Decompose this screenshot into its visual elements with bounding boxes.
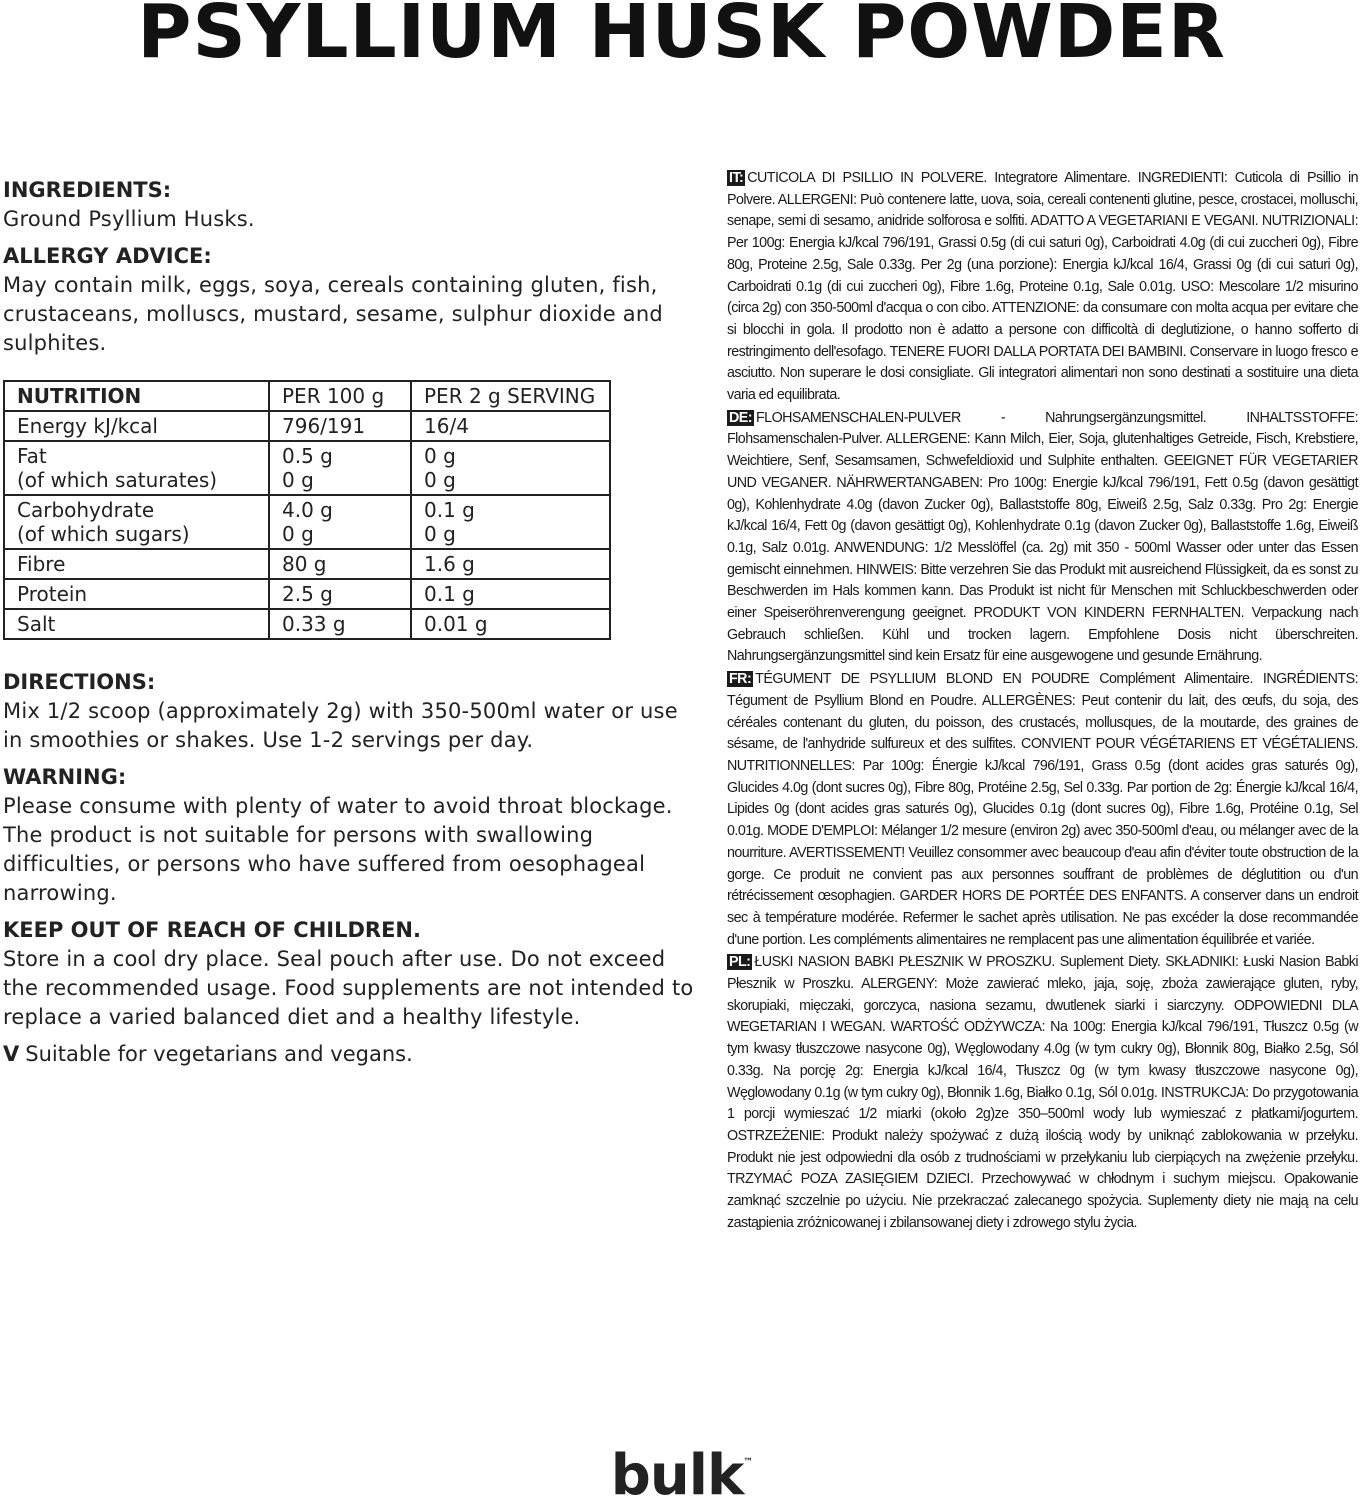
per100-value: 80 g xyxy=(282,552,327,576)
per2-value: 1.6 g xyxy=(424,552,475,576)
translation-pl xyxy=(727,952,1358,1234)
translation-text: FLOHSAMENSCHALEN-PULVER - Nahrungsergänzungsmittel. INHALTSSTOFFE: Flohsamenschalen-Pulver. ALLERGENE: Kann Milch, Eier, Soja, glutenhaltiges Getreide, Fisch, Krebstiere, Weichtiere, Senf, Sesamsamen, Schwefeldioxid und Sulphite enthalten. GEEIGNET FÜR VEGETARIER UND VEGANER. NÄHRWERTANGABEN: Pro 100g: Energie kJ/kcal 796/191, Fett 0.5g (davon gesättigt 0g), Kohlenhydrate 4.0g (davon Zucker 0g), Ballaststoffe 80g, Eiweiß 2.5g, Salz 0.33g. Pro 2g: Energie kJ/kcal 16/4, Fett 0g (davon gesättigt 0g), Kohlenhydrate 0.1g (davon Zucker 0g), Ballaststoffe 1.6g, Eiweiß 0.1g, Salz 0.01g. ANWENDUNG: 1/2 Messlöffel (ca. 2g) mit 350 - 500ml Wasser oder unter das Essen gemischt einnehmen. HINWEIS: Bitte verzehren Sie das Produkt mit ausreichend Flüssigkeit, da es sonst zu Beschwerden im Hals kommen kann. Das Produkt ist nicht für Menschen mit Schluckbeschwerden oder einer Speiseröhrenverengung geeignet. PRODUKT VON KINDERN FERNHALTEN. Verpackung nach Gebrauch schließen. Kühl und trocken lagern. Empfohlene Dosis nicht überschreiten. Nahrungsergänzungsmittel sind kein Ersatz für eine ausgewogene und gesunde Ernährung. xyxy=(727,409,1358,665)
warning-text: Please consume with plenty of water to avoid throat blockage. The product is not suitable for persons with swallowing difficulties, or persons who have suffered from oesophageal narrowing. xyxy=(3,794,673,905)
per100-value: 4.0 g xyxy=(282,498,333,522)
nutrient-name: Protein xyxy=(17,582,88,606)
table-row xyxy=(4,411,610,441)
keep-out-text: Store in a cool dry place. Seal pouch after use. Do not exceed the recommended usage. Food supplements are not intended to replace a varied balanced diet and a healthy lifestyle. xyxy=(3,947,694,1029)
english-label xyxy=(3,176,703,1069)
translations-column xyxy=(727,168,1358,1235)
per2-value: 0 g xyxy=(424,444,456,468)
nutrition-header-row xyxy=(4,381,610,411)
per2-sub: 0 g xyxy=(424,522,456,546)
logo-text: bulk xyxy=(610,1443,744,1508)
nutrient-name: Fibre xyxy=(17,552,66,576)
language-tag: PL: xyxy=(729,954,751,971)
translation-fr xyxy=(727,669,1358,951)
per2-value: 0.01 g xyxy=(424,612,488,636)
table-row xyxy=(4,579,610,609)
per100-value: 796/191 xyxy=(282,414,366,438)
table-row xyxy=(4,441,610,495)
vegan-icon: V xyxy=(3,1042,20,1066)
nutrient-sub: (of which saturates) xyxy=(17,468,218,492)
product-title: PSYLLIUM HUSK POWDER xyxy=(137,0,1226,75)
translation-text: CUTICOLA DI PSILLIO IN POLVERE. Integratore Alimentare. INGREDIENTI: Cuticola di Psillio in Polvere. ALLERGENI: Può contenere latte, uova, soia, cereali contenenti glutine, pesce, crostacei, molluschi, senape, semi di sesamo, anidride solforosa e solfiti. ADATTO A VEGETARIANI E VEGANI. NUTRIZIONALI: Per 100g: Energia kJ/kcal 796/191, Grassi 0.5g (di cui saturi 0g), Carboidrati 4.0g (di cui zuccheri 0g), Fibre 80g, Proteine 2.5g, Sale 0.33g. Per 2g (una porzione): Energia kJ/kcal 16/4, Grassi 0g (di cui saturi 0g), Carboidrati 0.1g (di cui zuccheri 0g), Fibre 1.6g, Proteine 0.1g, Sale 0.01g. USO: Mescolare 1/2 misurino (circa 2g) con 350-500ml d'acqua o con cibo. ATTENZIONE: da consumare con molta acqua per evitare che si blocchi in gola. Il prodotto non è adatto a persone con difficoltà di deglutizione, o hanno sofferto di restringimento dell'esofago. TENERE FUORI DALLA PORTATA DEI BAMBINI. Conservare in luogo fresco e asciutto. Non superare le dosi consigliate. Gli integratori alimentari non sono destinati a sostituire una dieta varia ed equilibrata. xyxy=(727,170,1358,404)
per100-value: 0.33 g xyxy=(282,612,346,636)
per2-value: 16/4 xyxy=(424,414,469,438)
directions-text: Mix 1/2 scoop (approximately 2g) with 350-500ml water or use in smoothies or shakes. Use 1-2 servings per day. xyxy=(3,699,678,752)
nutrient-name: Carbohydrate xyxy=(17,498,155,522)
per2-header: PER 2 g SERVING xyxy=(411,381,610,411)
vegan-text: Suitable for vegetarians and vegans. xyxy=(25,1042,413,1066)
translation-it xyxy=(727,168,1358,407)
table-row xyxy=(4,609,610,639)
allergy-heading: ALLERGY ADVICE: xyxy=(3,244,212,268)
nutrient-name: Energy kJ/kcal xyxy=(17,414,158,438)
translation-text: ŁUSKI NASION BABKI PŁESZNIK W PROSZKU. Suplement Diety. SKŁADNIKI: Łuski Nasion Babki Płesznik w Proszku. ALERGENY: Może zawierać mleko, jaja, soję, zboża zawierające gluten, ryby, skorupiaki, mięczaki, gorczyca, nasiona sezamu, dwutlenek siarki i siarczyny. ODPOWIEDNI DLA WEGETARIAN I WEGAN. WARTOŚĆ ODŻYWCZA: Na 100g: Energia kJ/kcal 796/191, Tłuszcz 0.5g (w tym kwasy tłuszczowe nasycone 0g), Węglowodany 4.0g (w tym cukry 0g), Błonnik 80g, Białko 2.5g, Sól 0.33g. Na porcję 2g: Energia kJ/kcal 16/4, Tłuszcz 0g (w tym kwasy tłuszczowe nasycone 0g), Węglowodany 0.1g (w tym cukry 0g), Błonnik 1.6g, Białko 0.1g, Sól 0.01g. INSTRUKCJA: Do przygotowania 1 porcji wymieszać 1/2 miarki (około 2g)ze 350–500ml wody lub wymieszać z płatkami/jogurtem. OSTRZEŻENIE: Produkt należy spożywać z dużą ilością wody by uniknąć zablokowania w przełyku. Produkt nie jest odpowiedni dla osób z trudnościami w przełykaniu lub cierpiących na zwężenie przełyku. TRZYMAĆ POZA ZASIĘGIEM DZIECI. Przechowywać w chłodnym i suchym miejscu. Opakowanie zamknąć szczelnie po użyciu. Nie przekraczać zalecanego spożycia. Suplementy diety nie mają na celu zastąpienia zróżnicowanej i zbilansowanej diety i zdrowego stylu życia. xyxy=(727,954,1358,1231)
per100-sub: 0 g xyxy=(282,468,314,492)
table-row xyxy=(4,495,610,549)
bulk-logo xyxy=(0,1443,1363,1508)
trademark-mark: ™ xyxy=(743,1457,753,1468)
allergy-text: May contain milk, eggs, soya, cereals containing gluten, fish, crustaceans, molluscs, mustard, sesame, sulphur dioxide and sulphites. xyxy=(3,273,663,355)
translation-de xyxy=(727,408,1358,668)
language-tag: FR: xyxy=(729,671,752,688)
nutrition-table xyxy=(3,380,611,640)
language-tag: DE: xyxy=(729,409,752,426)
per100-sub: 0 g xyxy=(282,522,314,546)
ingredients-heading: INGREDIENTS: xyxy=(3,178,172,202)
ingredients-text: Ground Psyllium Husks. xyxy=(3,207,255,231)
nutrient-name: Salt xyxy=(17,612,56,636)
per2-sub: 0 g xyxy=(424,468,456,492)
nutrient-name: Fat xyxy=(17,444,47,468)
nutrition-header: NUTRITION xyxy=(4,381,269,411)
per100-value: 0.5 g xyxy=(282,444,333,468)
warning-heading: WARNING: xyxy=(3,765,127,789)
table-row xyxy=(4,549,610,579)
translation-text: TÉGUMENT DE PSYLLIUM BLOND EN POUDRE Complément Alimentaire. INGRÉDIENTS: Tégument de Psyllium Blond en Poudre. ALLERGÈNES: Peut contenir du lait, des œufs, du soja, des céréales contenant du gluten, du poisson, des crustacés, mollusques, de la moutarde, des graines de sésame, de l'anhydride sulfureux et des sulfites. CONVIENT POUR VÉGÉTARIENS ET VÉGÉTALIENS. NUTRITIONNELLES: Par 100g: Énergie kJ/kcal 796/191, Grass 0.5g (dont acides gras saturés 0g), Glucides 4.0g (dont sucres 0g), Fibre 80g, Protéine 2.5g, Sel 0.33g. Par portion de 2g: Énergie kJ/kcal 16/4, Lipides 0g (dont acides gras saturés 0g), Glucides 0.1g (dont sucres 0g), Fibre 1.6g, Protéine 0.1g, Sel 0.01g. MODE D'EMPLOI: Mélanger 1/2 mesure (environ 2g) avec 350-500ml d'eau, ou mélanger avec de la nourriture. AVERTISSEMENT! Veuillez consommer avec beaucoup d'eau afin d'éviter toute obstruction de la gorge. Ce produit ne convient pas aux personnes souffrant de problèmes de déglutition ou d'un rétrécissement œsophagien. GARDER HORS DE PORTÉE DES ENFANTS. A conserver dans un endroit sec à température modérée. Refermer le sachet après utilisation. Ne pas excéder la dose recommandée d'une portion. Les compléments alimentaires ne remplacent pas une alimentation équilibrée et variée. xyxy=(727,671,1358,948)
per100-value: 2.5 g xyxy=(282,582,333,606)
per2-value: 0.1 g xyxy=(424,582,475,606)
per2-value: 0.1 g xyxy=(424,498,475,522)
per100-header: PER 100 g xyxy=(269,381,411,411)
directions-heading: DIRECTIONS: xyxy=(3,670,156,694)
language-tag: IT: xyxy=(729,170,744,186)
vegan-note xyxy=(3,1040,703,1069)
keep-out-heading: KEEP OUT OF REACH OF CHILDREN. xyxy=(3,918,421,942)
nutrient-sub: (of which sugars) xyxy=(17,522,190,546)
